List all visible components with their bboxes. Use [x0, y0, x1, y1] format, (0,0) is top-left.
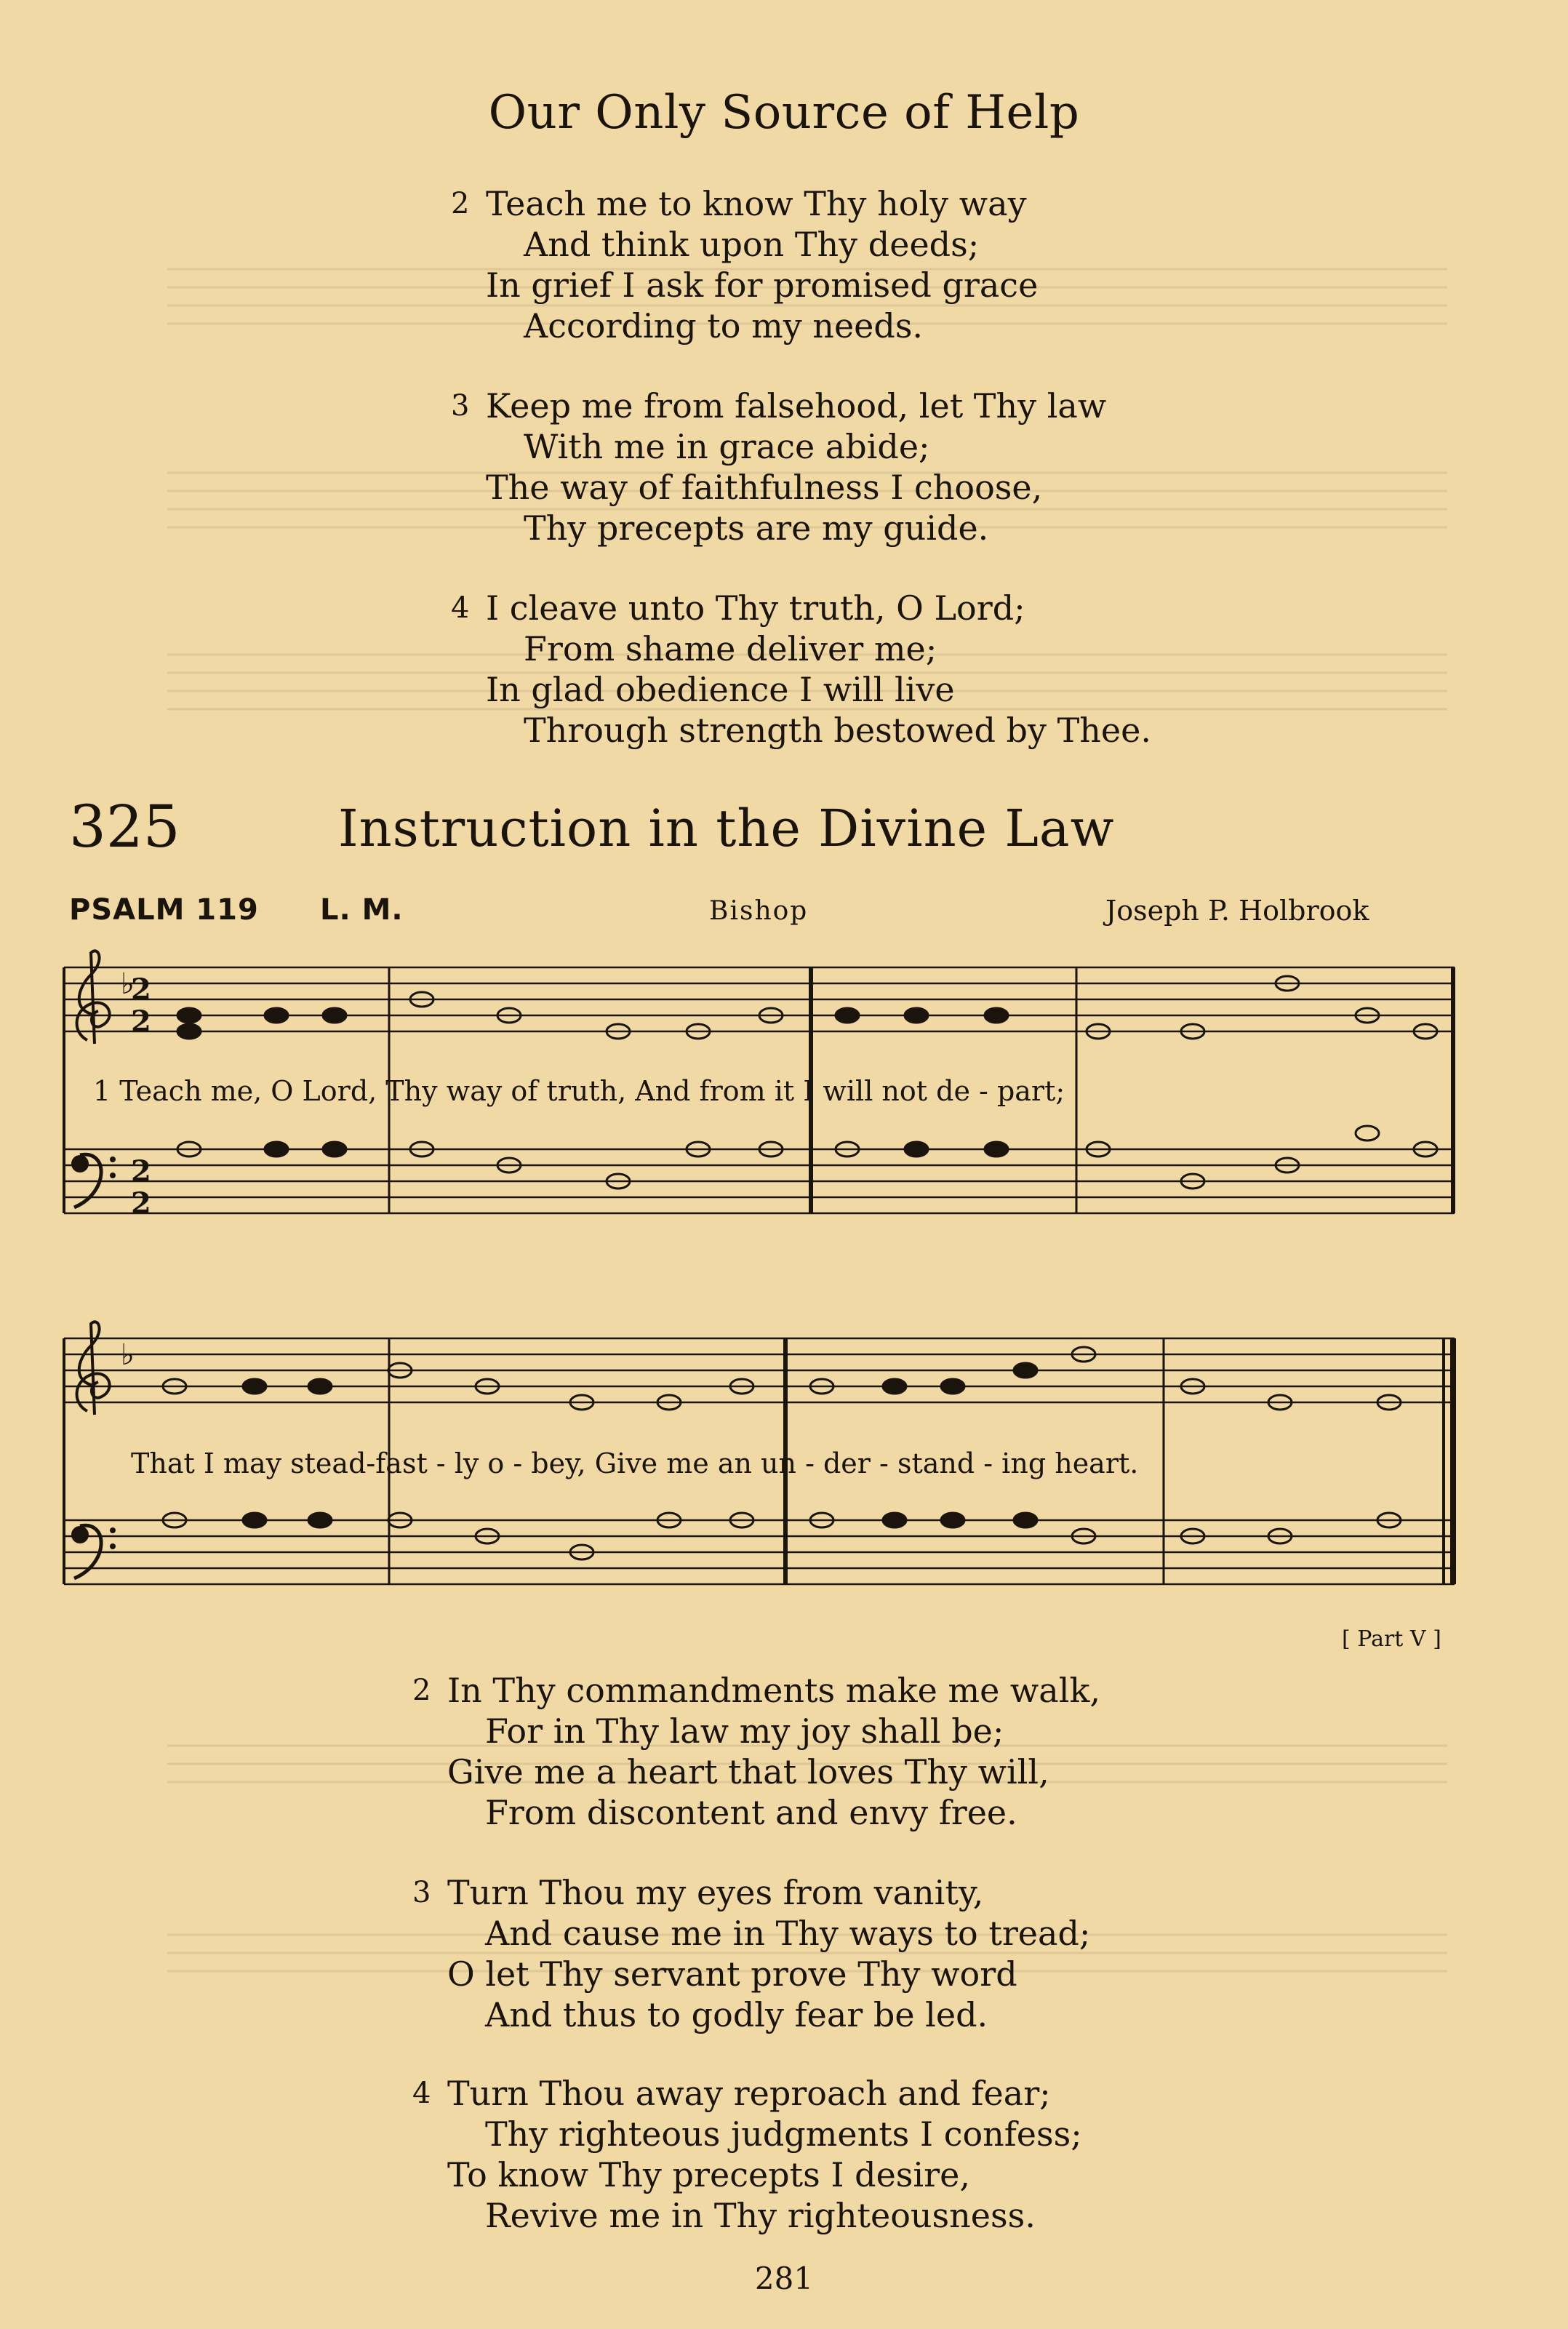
stanza-number: 4 — [451, 591, 470, 625]
previous-stanza-2 — [451, 183, 1039, 346]
key-signature-flat: ♭ — [121, 967, 135, 1001]
composer: Joseph P. Holbrook — [1105, 895, 1369, 927]
previous-stanza-4 — [451, 588, 1151, 751]
stanza-line: From discontent and envy free. — [485, 1793, 1017, 1832]
hymn-number: 325 — [69, 793, 180, 860]
stanza-line: Revive me in Thy righteousness. — [485, 2196, 1036, 2235]
tune-name: Bishop — [709, 896, 809, 926]
stanza-line: Teach me to know Thy holy way — [486, 184, 1027, 223]
stanza-line: In Thy commandments make me walk, — [447, 1671, 1100, 1710]
treble-clef-icon — [77, 951, 110, 1044]
hymn-stanza-4 — [412, 2073, 1082, 2236]
treble-notes — [163, 1347, 1401, 1410]
stanza-number: 4 — [412, 2077, 431, 2110]
stanza-line: O let Thy servant prove Thy word — [447, 1954, 1017, 1994]
stanza-line: I cleave unto Thy truth, O Lord; — [486, 588, 1025, 628]
key-signature-flat: ♭ — [121, 1338, 135, 1372]
stanza-line: Give me a heart that loves Thy will, — [447, 1752, 1049, 1791]
stanza-number: 3 — [412, 1876, 431, 1909]
stanza-line: Turn Thou my eyes from vanity, — [447, 1873, 984, 1912]
time-signature-bottom: 2 — [131, 1004, 151, 1039]
stanza-line: Turn Thou away reproach and fear; — [447, 2074, 1051, 2113]
previous-stanza-3 — [451, 385, 1107, 548]
stanza-line: Thy righteous judgments I confess; — [485, 2114, 1082, 2154]
time-signature-bottom: 2 — [131, 1186, 151, 1221]
stanza-line: In grief I ask for promised grace — [486, 265, 1039, 305]
stanza-line: Thy precepts are my guide. — [524, 508, 989, 548]
lyrics-line-2: That I may stead-fast - ly o - bey, Give me an un - der - stand - ing heart. — [131, 1447, 1139, 1479]
time-signature-top: 2 — [131, 1154, 151, 1189]
stanza-line: To know Thy precepts I desire, — [447, 2155, 970, 2194]
time-signature-top: 2 — [131, 972, 151, 1007]
stanza-number: 2 — [412, 1674, 431, 1707]
hymn-stanza-3 — [412, 1872, 1091, 2035]
part-label: [ Part V ] — [1342, 1626, 1441, 1652]
lyrics-line-1: 1 Teach me, O Lord, Thy way of truth, And from it I will not de - part; — [93, 1075, 1065, 1107]
page-number: 281 — [754, 2261, 814, 2296]
stanza-line: Through strength bestowed by Thee. — [524, 711, 1151, 750]
stanza-line: And think upon Thy deeds; — [524, 225, 980, 264]
stanza-line: And cause me in Thy ways to tread; — [485, 1914, 1091, 1953]
treble-notes — [177, 976, 1437, 1039]
meter: L. M. — [320, 893, 404, 927]
treble-clef-icon — [77, 1322, 110, 1415]
stanza-line: With me in grace abide; — [524, 427, 930, 466]
stanza-line: The way of faithfulness I choose, — [486, 468, 1043, 507]
hymn-title: Instruction in the Divine Law — [338, 799, 1115, 858]
stanza-line: According to my needs. — [524, 306, 924, 345]
hymn-stanza-2 — [412, 1670, 1100, 1833]
previous-hymn-title: Our Only Source of Help — [488, 86, 1080, 140]
stanza-line: For in Thy law my joy shall be; — [485, 1711, 1004, 1751]
stanza-line: And thus to godly fear be led. — [485, 1995, 988, 2034]
stanza-number: 3 — [451, 389, 470, 423]
bass-notes — [177, 1126, 1437, 1189]
stanza-line: In glad obedience I will live — [486, 670, 955, 709]
stanza-line: Keep me from falsehood, let Thy law — [486, 386, 1107, 426]
stanza-line: From shame deliver me; — [524, 629, 937, 668]
stanza-number: 2 — [451, 187, 470, 220]
psalm-reference: PSALM 119 — [69, 893, 259, 927]
